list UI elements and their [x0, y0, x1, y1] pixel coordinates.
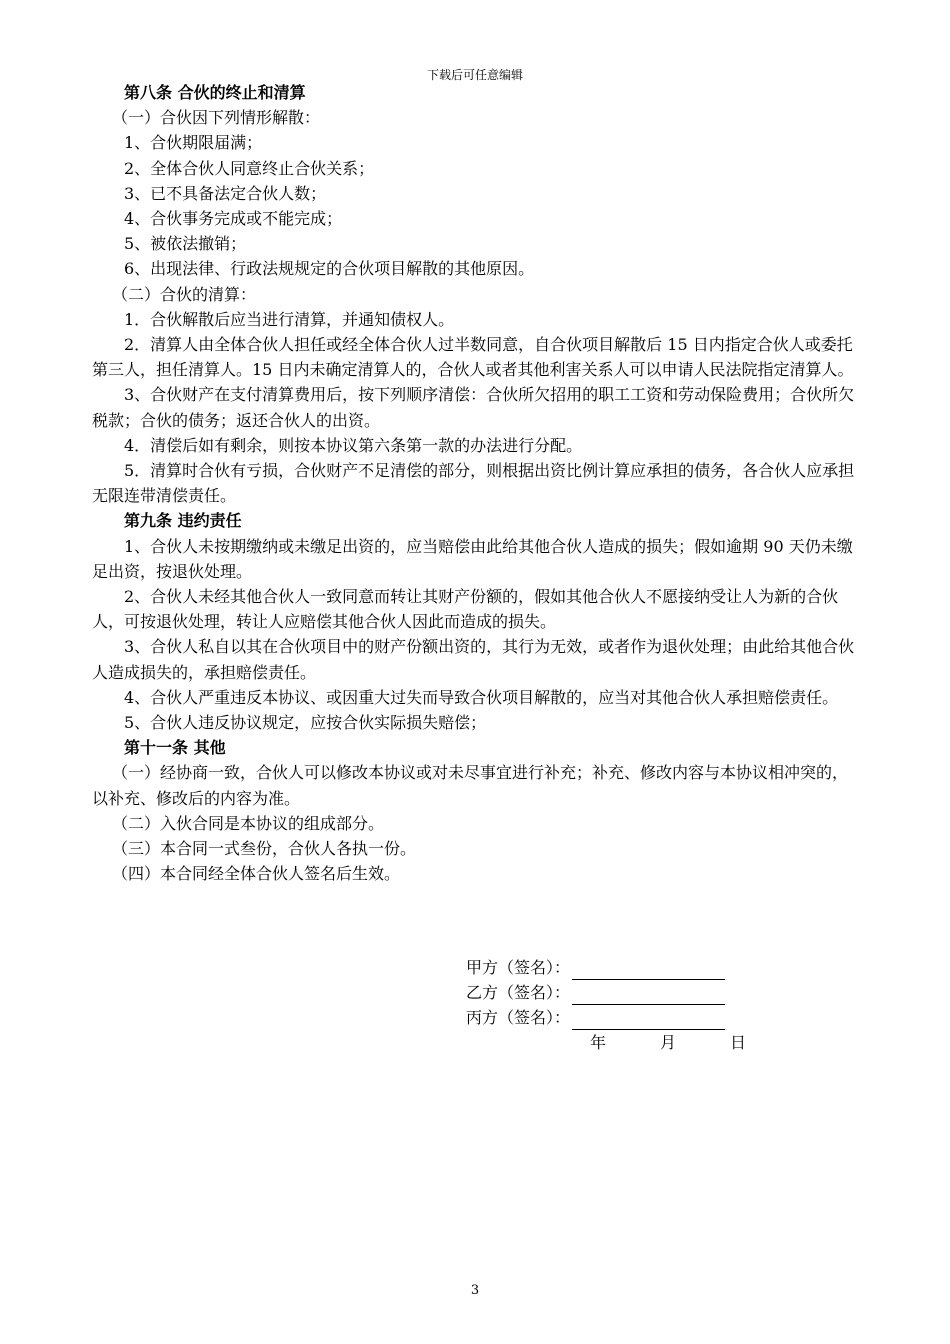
breach-item: 3、合伙人私自以其在合伙项目中的财产份额出资的，其行为无效，或者作为退伙处理；由此给其他合伙人造成损失的，承担赔偿责任。: [92, 637, 855, 682]
article11-title: 第十一条 其他: [124, 738, 226, 758]
breach-item: 4、合伙人严重违反本协议、或因重大过失而导致合伙项目解散的，应当对其他合伙人承担赔偿责任。: [124, 687, 839, 707]
article9-title: 第九条 违约责任: [124, 511, 242, 531]
signature-row-a: [466, 955, 800, 980]
party-b-signature-line[interactable]: [572, 988, 725, 1005]
signature-block: [466, 955, 800, 1055]
party-c-signature-line[interactable]: [572, 1013, 725, 1030]
party-c-label: 丙方（签名）：: [466, 1008, 571, 1027]
signature-row-c: [466, 1005, 800, 1030]
year-label: 年: [590, 1033, 607, 1052]
party-a-signature-line[interactable]: [572, 963, 725, 980]
header-note: 下载后可任意编辑: [426, 68, 523, 82]
liquidation-item: 5．清算时合伙有亏损，合伙财产不足清偿的部分，则根据出资比例计算应承担的债务，各合伙人应承担无限连带清偿责任。: [92, 461, 855, 506]
liquidation-item: 2．清算人由全体合伙人担任或经全体合伙人过半数同意，自合伙项目解散后 15 日内指定合伙人或委托第三人，担任清算人。15 日内未确定清算人的，合伙人或者其他利害关系人可以申请人民法院指定清算人。: [92, 335, 854, 380]
liquidation-item: 3、合伙财产在支付清算费用后，按下列顺序清偿：合伙所欠招用的职工工资和劳动保险费用；合伙所欠税款；合伙的债务；返还合伙人的出资。: [92, 385, 855, 430]
dissolution-item: 2、全体合伙人同意终止合伙关系；: [124, 158, 375, 178]
dissolution-item: 5、被依法撤销；: [124, 234, 247, 254]
breach-item: 5、合伙人违反协议规定，应按合伙实际损失赔偿；: [124, 713, 487, 733]
month-label: 月: [660, 1033, 677, 1052]
party-b-label: 乙方（签名）：: [466, 983, 571, 1002]
liquidation-item: 1．合伙解散后应当进行清算，并通知债权人。: [124, 309, 455, 329]
other-item: （三）本合同一式叁份，合伙人各执一份。: [112, 839, 417, 859]
date-row: [466, 1030, 800, 1055]
signature-row-b: [466, 980, 800, 1005]
dissolution-item: 1、合伙期限届满；: [124, 133, 263, 153]
liquidation-item: 4．清偿后如有剩余，则按本协议第六条第一款的办法进行分配。: [124, 435, 583, 455]
article8-title: 第八条 合伙的终止和清算: [124, 83, 306, 102]
dissolution-item: 6、出现法律、行政法规规定的合伙项目解散的其他原因。: [124, 259, 535, 279]
dissolution-item: 3、已不具备法定合伙人数；: [124, 183, 327, 203]
breach-item: 1、合伙人未按期缴纳或未缴足出资的，应当赔偿由此给其他合伙人造成的损失；假如逾期 90 天仍未缴足出资，按退伙处理。: [92, 536, 853, 581]
document-body: [92, 80, 862, 887]
page-number: 3: [470, 1283, 480, 1298]
dissolution-item: 4、合伙事务完成或不能完成；: [124, 209, 343, 229]
other-item: （四）本合同经全体合伙人签名后生效。: [112, 864, 401, 884]
other-item: （一）经协商一致，合伙人可以修改本协议或对未尽事宜进行补充；补充、修改内容与本协议相冲突的，以补充、修改后的内容为准。: [92, 763, 849, 808]
other-item: （二）入伙合同是本协议的组成部分。: [112, 813, 385, 833]
day-label: 日: [730, 1033, 747, 1052]
dissolution-intro: （一）合伙因下列情形解散：: [112, 108, 321, 128]
liquidation-intro: （二）合伙的清算：: [112, 284, 257, 304]
breach-item: 2、合伙人未经其他合伙人一致同意而转让其财产份额的，假如其他合伙人不愿接纳受让人为新的合伙人，可按退伙处理，转让人应赔偿其他合伙人因此而造成的损失。: [92, 587, 839, 632]
party-a-label: 甲方（签名）：: [466, 958, 571, 977]
